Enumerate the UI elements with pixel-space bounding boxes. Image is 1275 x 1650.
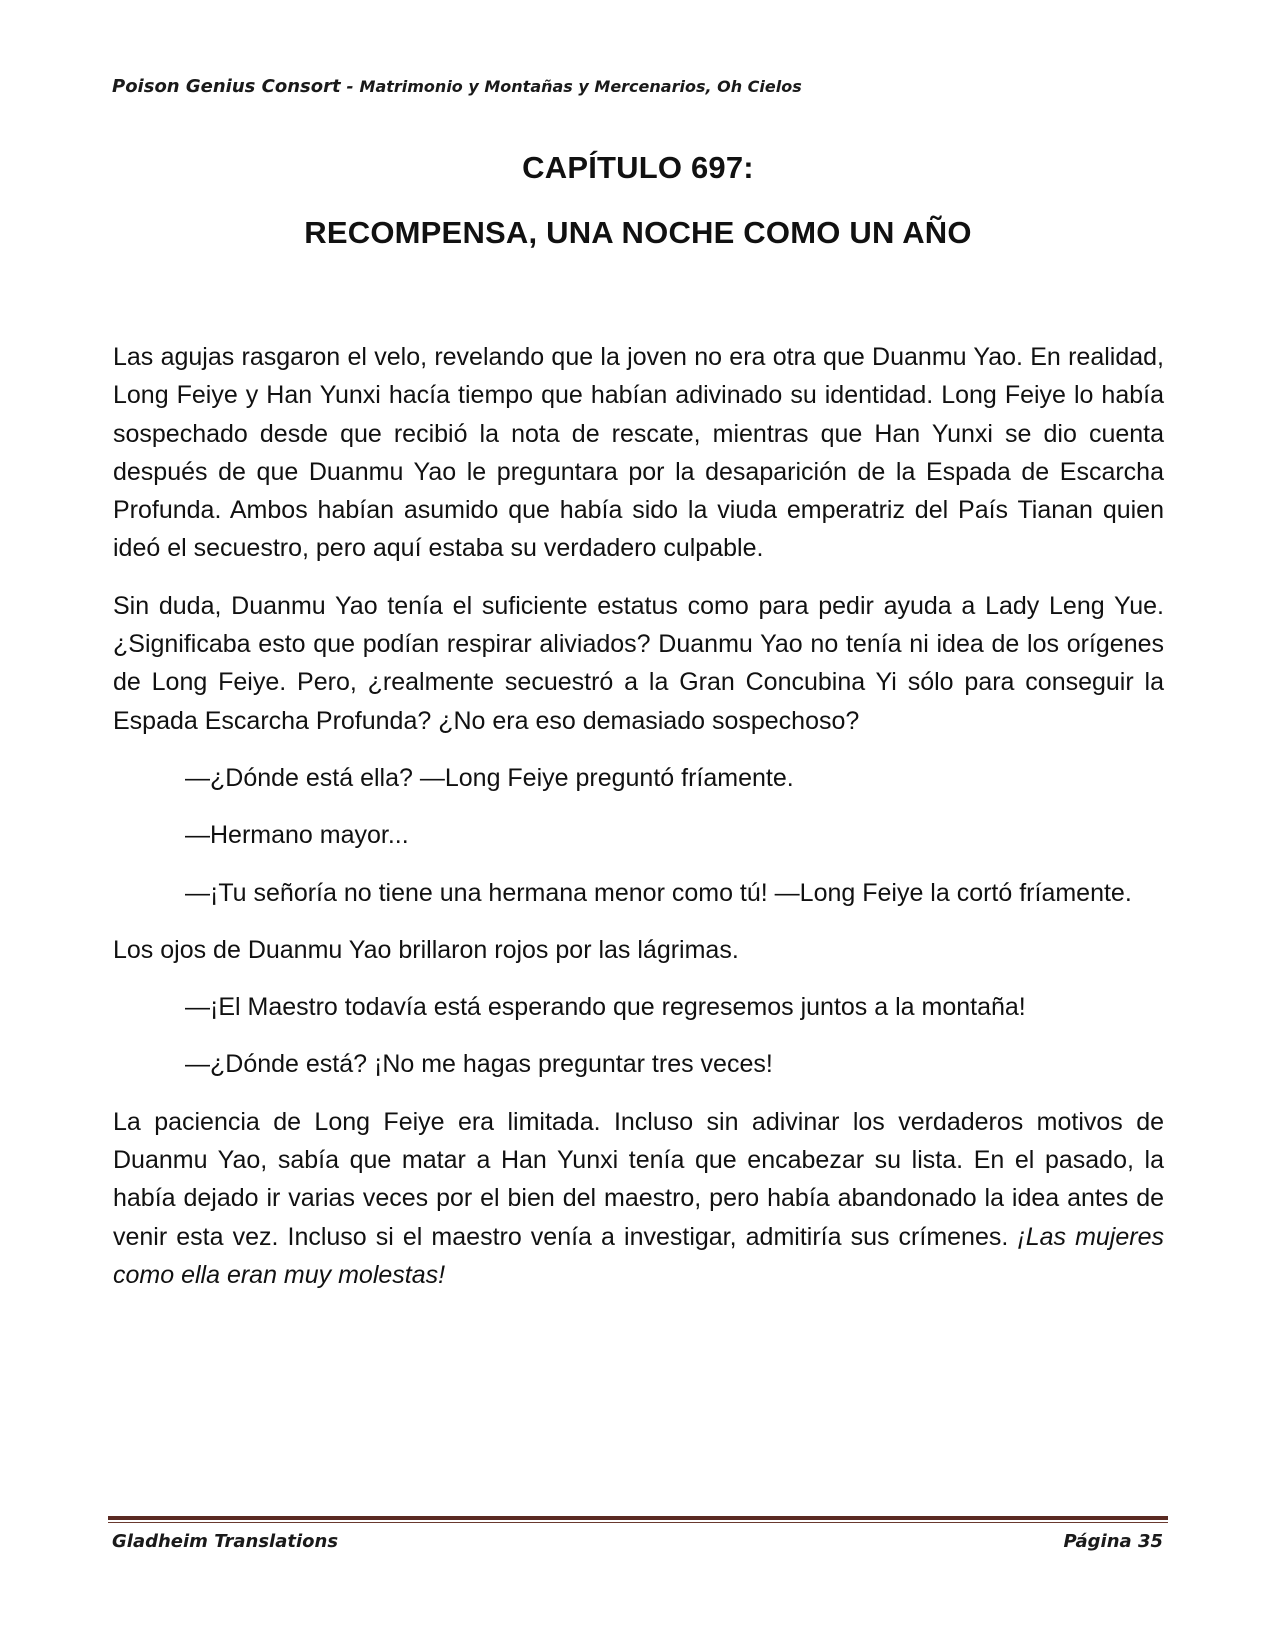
dialogue-paragraph: —¿Dónde está ella? —Long Feiye preguntó fríamente. — [185, 763, 794, 792]
chapter-number: CAPÍTULO 697: — [522, 150, 754, 185]
paragraph: Sin duda, Duanmu Yao tenía el suficiente estatus como para pedir ayuda a Lady Leng Yue. ¿Significaba esto que podían respirar aliviados? Duanmu Yao no tenía ni idea de los orígenes de Long Feiye. Pero, ¿realmente secuestró a la Gran Concubina Yi sólo para conseguir la Espada Escarcha Profunda? ¿No era eso demasiado sospechoso? — [113, 591, 1164, 735]
paragraph-last — [113, 1103, 1164, 1294]
dialogue-paragraph: —¡Tu señoría no tiene una hermana menor como tú! —Long Feiye la cortó fríamente. — [185, 878, 1132, 907]
header-separator: - — [340, 77, 360, 97]
running-header — [112, 76, 1162, 97]
footer-rule-thin — [108, 1522, 1168, 1523]
dialogue-paragraph: —¡El Maestro todavía está esperando que regresemos juntos a la montaña! — [185, 993, 1026, 1022]
paragraph: Los ojos de Duanmu Yao brillaron rojos por las lágrimas. — [113, 935, 739, 964]
italic-thought: ¡Las mujeres como ella eran muy molestas! — [113, 1222, 1164, 1289]
paragraph-text: La paciencia de Long Feiye era limitada. Incluso sin adivinar los verdaderos motivos de Duanmu Yao, sabía que matar a Han Yunxi tenía que encabezar su lista. En el pasado, la había dejado ir varias veces por el bien del maestro, pero había abandonado la idea antes de venir esta vez. Incluso si el maestro venía a investigar, admitiría sus crímenes. — [113, 1107, 1164, 1251]
footer-publisher: Gladheim Translations — [112, 1531, 339, 1552]
dialogue-paragraph: —Hermano mayor... — [185, 821, 409, 850]
chapter-body — [113, 338, 1164, 1313]
paragraph: Las agujas rasgaron el velo, revelando que la joven no era otra que Duanmu Yao. En realidad, Long Feiye y Han Yunxi hacía tiempo que habían adivinado su identidad. Long Feiye lo había sospechado desde que recibió la nota de rescate, mientras que Han Yunxi se dio cuenta después de que Duanmu Yao le preguntara por la desaparición de la Espada de Escarcha Profunda. Ambos habían asumido que había sido la viuda emperatriz del País Tianan quien ideó el secuestro, pero aquí estaba su verdadero culpable. — [113, 343, 1164, 563]
header-subtitle: Matrimonio y Montañas y Mercenarios, Oh Cielos — [359, 77, 802, 96]
footer-page-number: Página 35 — [1063, 1531, 1163, 1552]
dialogue-paragraph: —¿Dónde está? ¡No me hagas preguntar tres veces! — [185, 1050, 773, 1079]
series-title: Poison Genius Consort — [112, 76, 341, 97]
footer-rule-thick — [108, 1516, 1168, 1520]
chapter-title: RECOMPENSA, UNA NOCHE COMO UN AÑO — [304, 215, 972, 250]
